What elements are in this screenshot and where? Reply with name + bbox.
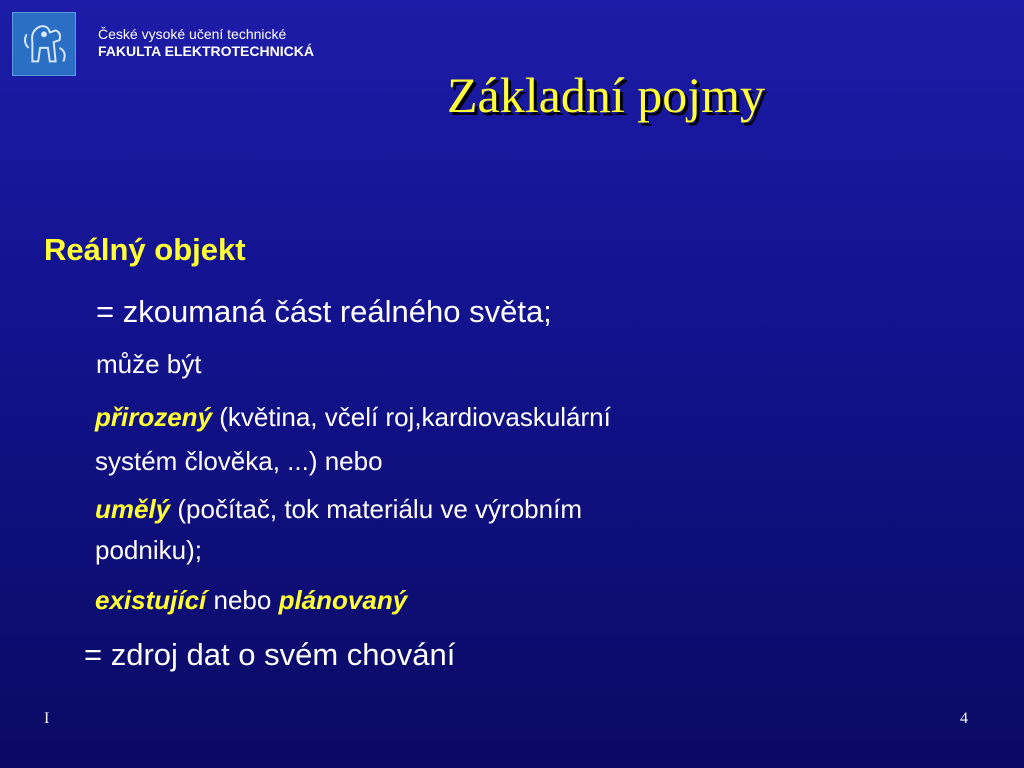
footer-left-label: I <box>44 710 50 727</box>
institution-line-1: České vysoké učení technické <box>98 26 287 42</box>
lion-emblem-icon <box>13 13 75 75</box>
ctu-logo-icon <box>12 12 76 76</box>
institution-name <box>98 26 314 60</box>
natural-term: přirozený <box>95 402 213 432</box>
definition-line-2: = zdroj dat o svém chování <box>84 637 456 672</box>
planned-term: plánovaný <box>278 585 408 615</box>
may-be-line: může být <box>96 349 202 379</box>
existence-line <box>95 585 407 616</box>
institution-line-2: FAKULTA ELEKTROTECHNICKÁ <box>98 43 314 59</box>
slide-title: Základní pojmy <box>447 67 765 123</box>
page-number: 4 <box>960 710 968 727</box>
artificial-line-1 <box>95 494 582 525</box>
section-heading: Reálný objekt <box>44 232 246 267</box>
artificial-line-2: podniku); <box>95 535 202 565</box>
artificial-examples: (počítač, tok materiálu ve výrobním <box>170 494 582 524</box>
definition-line-1: = zkoumaná část reálného světa; <box>96 294 552 329</box>
existing-term: existující <box>95 585 207 615</box>
natural-line-1 <box>95 402 611 433</box>
existence-connector: nebo <box>206 585 279 615</box>
artificial-term: umělý <box>95 494 171 524</box>
natural-examples: (květina, včelí roj,kardiovaskulární <box>212 402 611 432</box>
natural-line-2: systém člověka, ...) nebo <box>95 446 383 476</box>
